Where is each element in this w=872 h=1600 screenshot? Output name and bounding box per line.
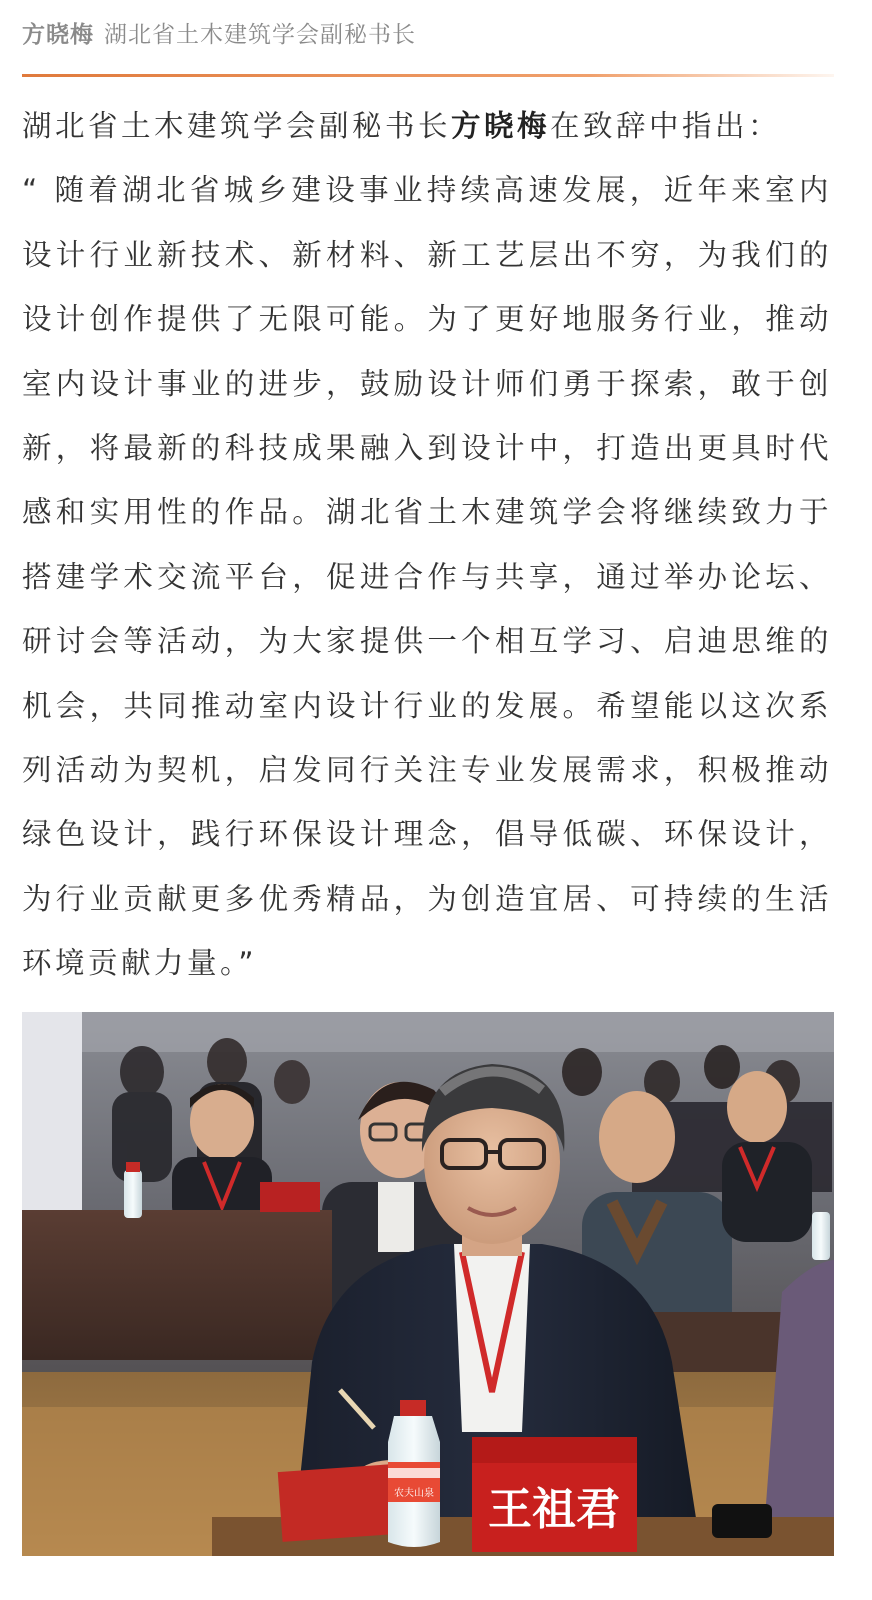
photo-illustration bbox=[22, 1012, 834, 1556]
back-name-card bbox=[260, 1182, 320, 1212]
section-header bbox=[22, 12, 416, 52]
quote-text: “ 随着湖北省城乡建设事业持续高速发展，近年来室内设计行业新技术、新材料、新工艺层出不穷，为我们的设计创作提供了无限可能。为了更好地服务行业，推动室内设计事业的进步，鼓励设计师们勇于探索，敢于创新，将最新的科技成果融入到设计中，打造出更具时代感和实用性的作品。湖北省土木建筑学会将继续致力于搭建学术交流平台，促进合作与共享，通过举办论坛、研讨会等活动，为大家提供一个相互学习、启迪思维的机会，共同推动室内设计行业的发展。希望能以这次系列活动为契机，启发同行关注专业发展需求，积极推动绿色设计，践行环保设计理念，倡导低碳、环保设计，为行业贡献更多优秀精品，为创造宜居、可持续的生活环境贡献力量。” bbox=[22, 173, 832, 981]
back-table bbox=[22, 1210, 332, 1360]
phone bbox=[712, 1504, 772, 1538]
lead-tail: 在致辞中指出： bbox=[550, 109, 782, 143]
event-photo bbox=[22, 1012, 834, 1556]
name-card bbox=[472, 1437, 637, 1552]
name-card-text: 王祖君 bbox=[488, 1484, 620, 1535]
lead-name: 方晓梅 bbox=[451, 109, 551, 143]
header-name: 方晓梅 bbox=[22, 21, 94, 48]
header-title: 湖北省土木建筑学会副秘书长 bbox=[104, 21, 416, 48]
bottle-label: 农夫山泉 bbox=[394, 1488, 434, 1499]
header-divider bbox=[22, 74, 834, 77]
article-paragraph bbox=[22, 94, 832, 996]
water-bottle bbox=[388, 1400, 440, 1547]
lead-text: 湖北省土木建筑学会副秘书长 bbox=[22, 109, 452, 143]
